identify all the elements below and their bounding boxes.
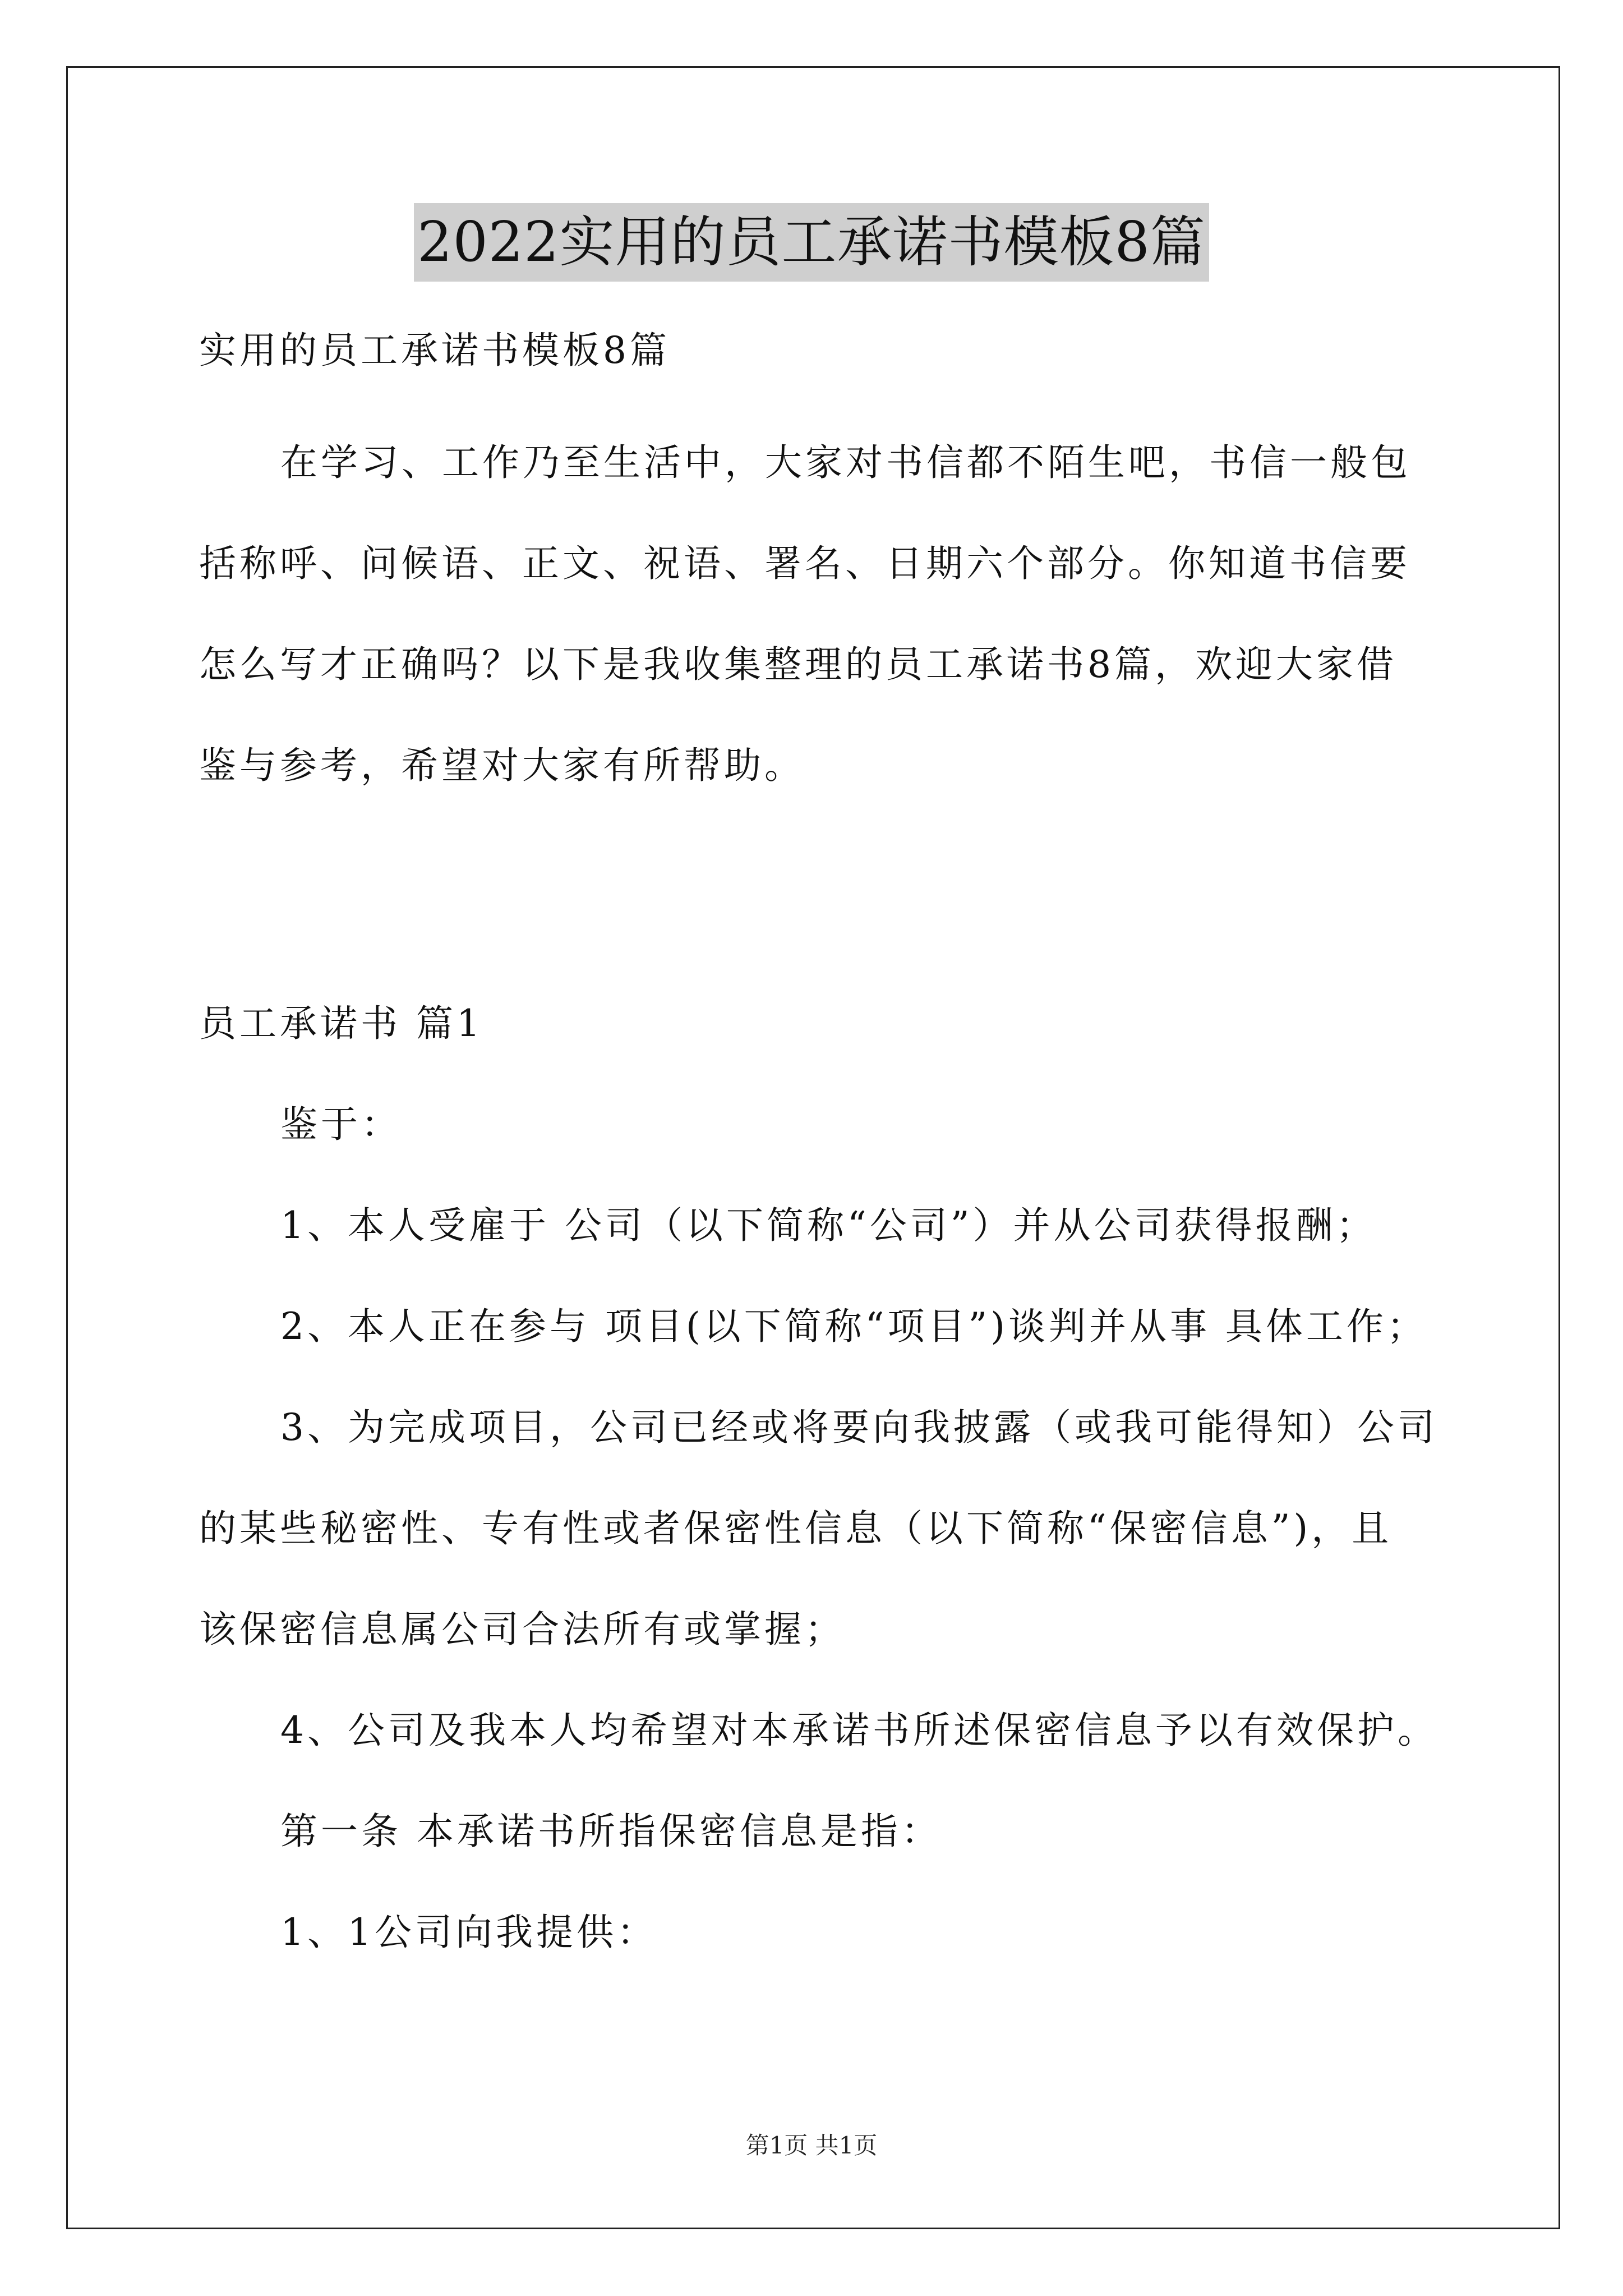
intro-line: 怎么写才正确吗？以下是我收集整理的员工承诺书8篇，欢迎大家借	[199, 643, 1397, 686]
body-line: 1、本人受雇于 公司（以下简称“公司”）并从公司获得报酬；	[280, 1204, 1377, 1247]
title-container	[0, 203, 1623, 282]
document-subtitle: 实用的员工承诺书模板8篇	[199, 329, 670, 372]
body-line: 的某些秘密性、专有性或者保密性信息（以下简称“保密信息”)，且	[199, 1507, 1393, 1550]
intro-line: 括称呼、问候语、正文、祝语、署名、日期六个部分。你知道书信要	[199, 542, 1410, 585]
body-line: 第一条 本承诺书所指保密信息是指：	[280, 1810, 942, 1853]
body-line: 鉴于：	[280, 1103, 402, 1146]
body-line: 2、本人正在参与 项目(以下简称“项目”)谈判并从事 具体工作；	[280, 1305, 1427, 1348]
body-line: 1、1公司向我提供：	[280, 1911, 657, 1954]
intro-line: 鉴与参考，希望对大家有所帮助。	[199, 744, 805, 787]
intro-line: 在学习、工作乃至生活中，大家对书信都不陌生吧，书信一般包	[280, 441, 1411, 484]
body-line: 3、为完成项目，公司已经或将要向我披露（或我可能得知）公司	[280, 1406, 1438, 1449]
section-heading: 员工承诺书 篇1	[199, 1002, 483, 1045]
body-line: 4、公司及我本人均希望对本承诺书所述保密信息予以有效保护。	[280, 1709, 1438, 1752]
body-line: 该保密信息属公司合法所有或掌握；	[199, 1608, 845, 1651]
document-title: 2022实用的员工承诺书模板8篇	[414, 203, 1209, 282]
page-footer: 第1页 共1页	[745, 2132, 878, 2159]
